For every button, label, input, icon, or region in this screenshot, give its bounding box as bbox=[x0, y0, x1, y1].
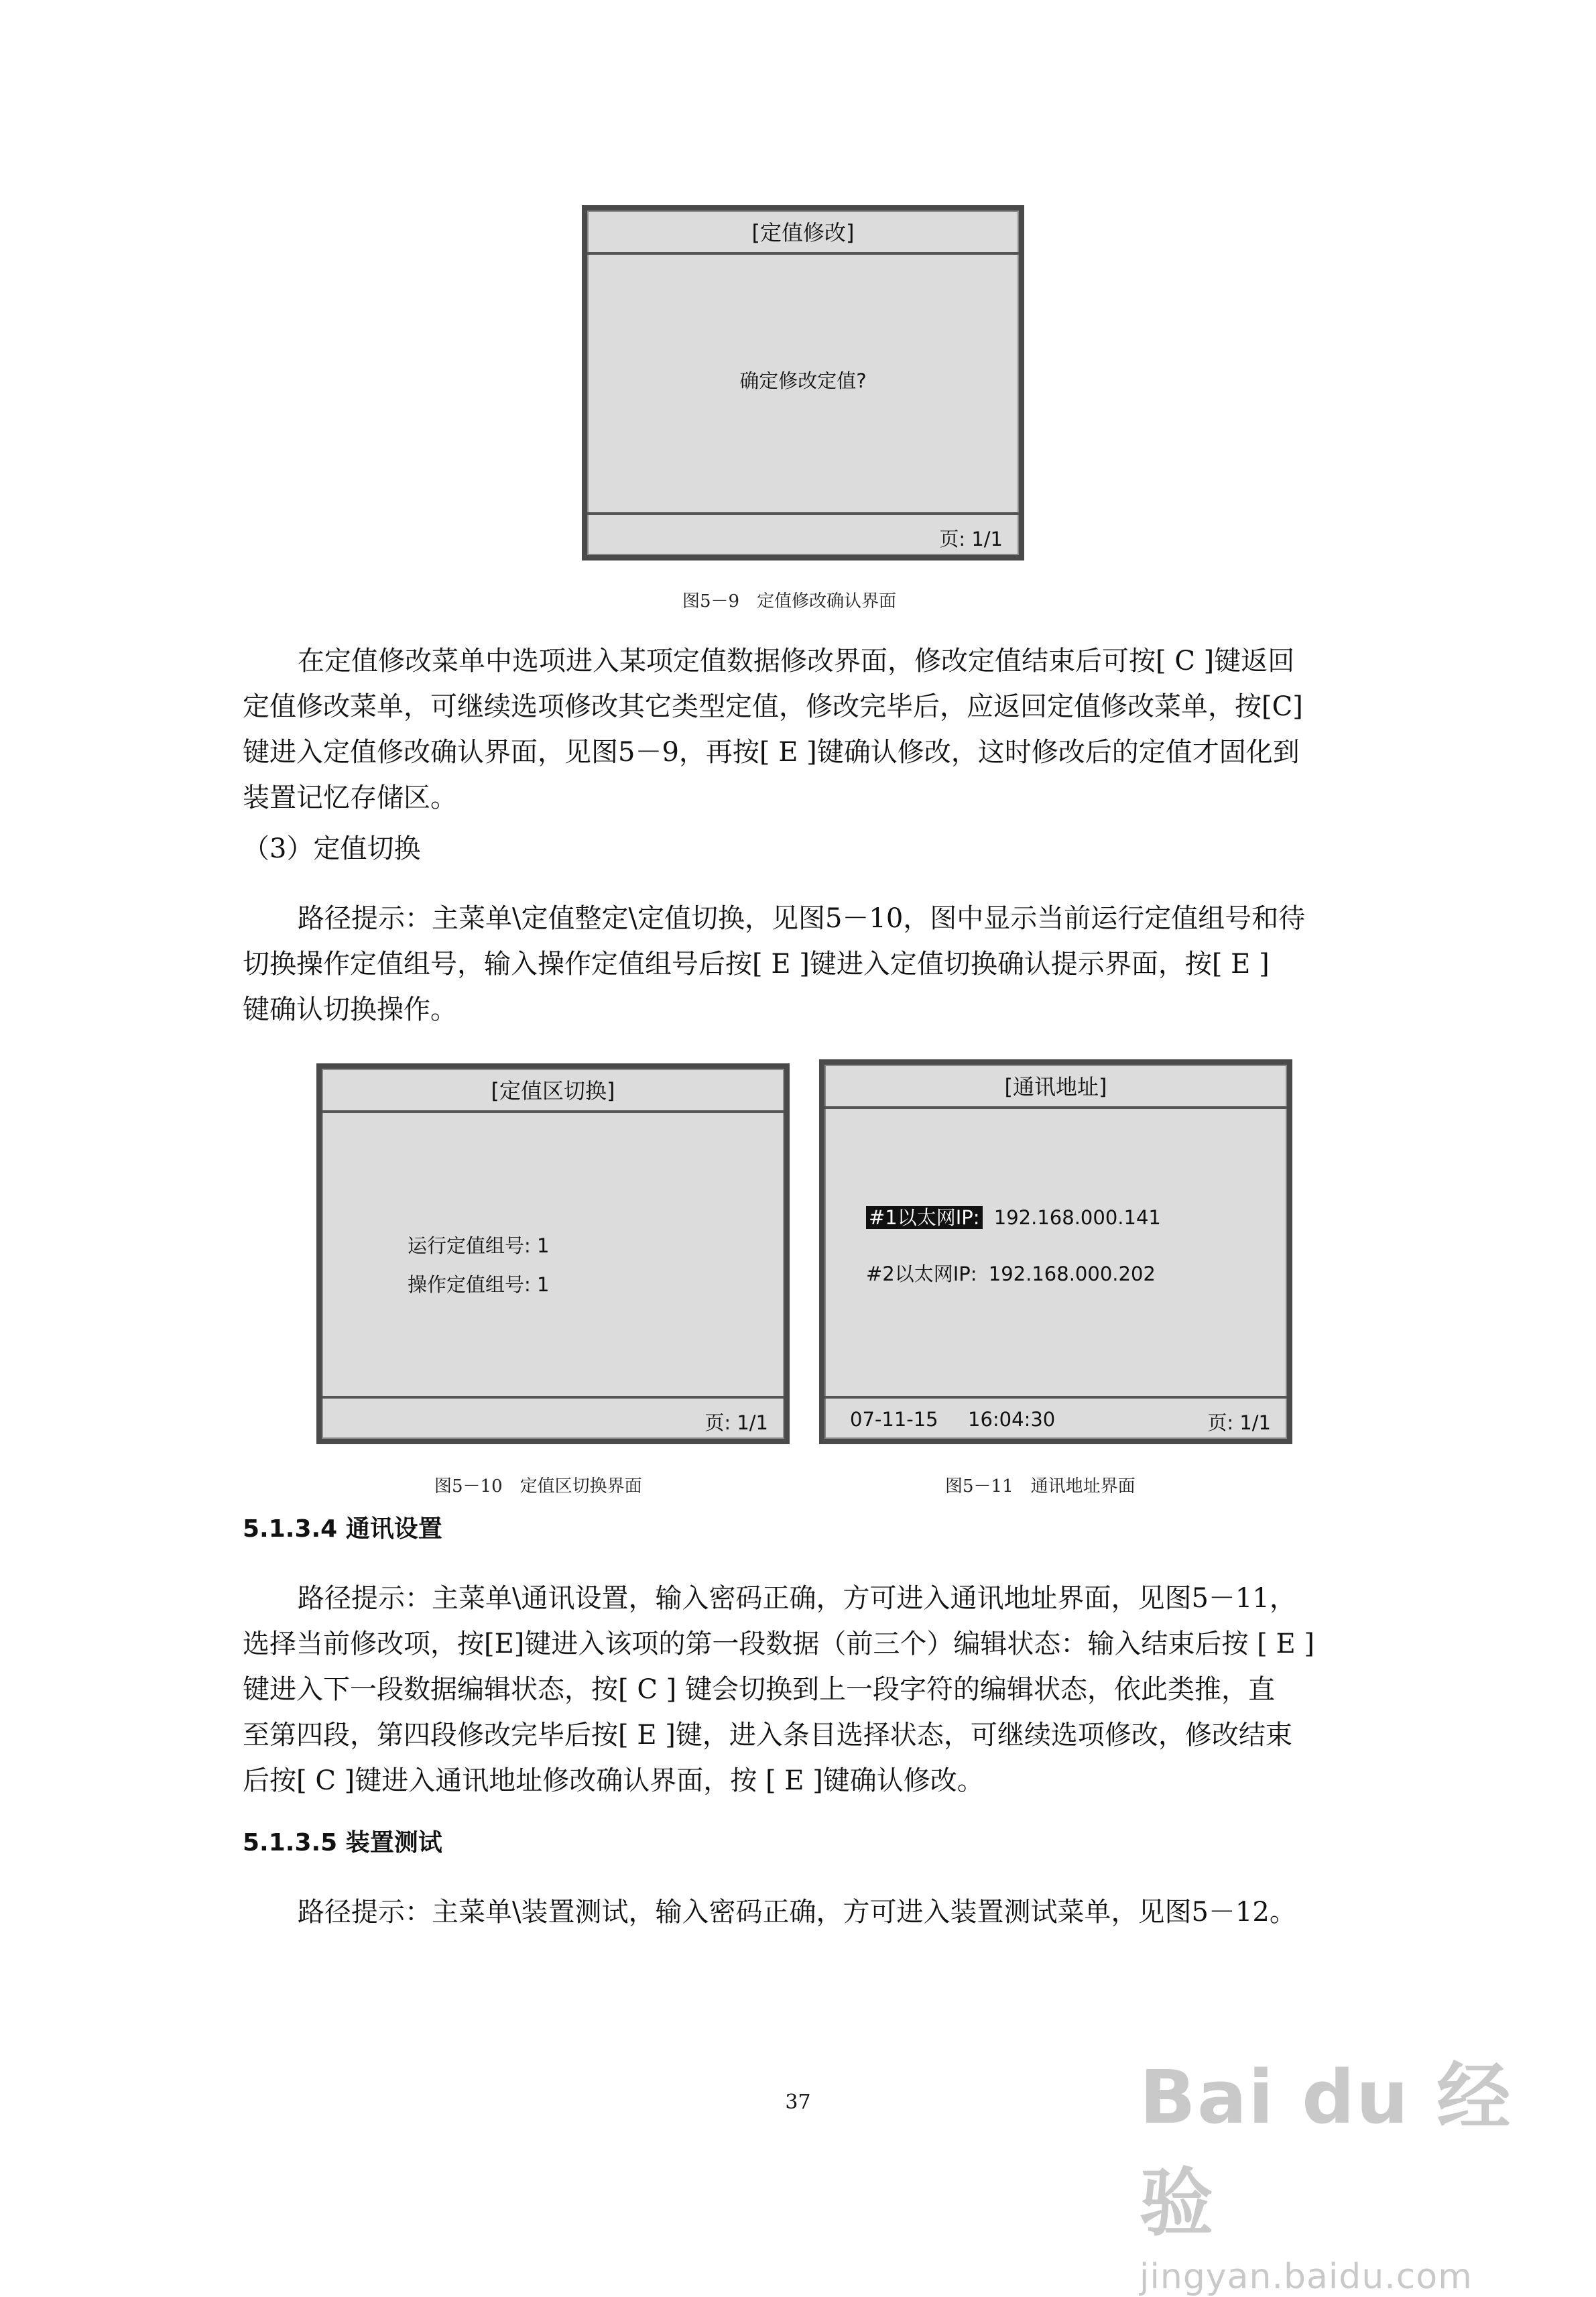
text-line: 切换操作定值组号，输入操作定值组号后按[ E ]键进入定值切换确认提示界面，按[ E ] bbox=[243, 949, 1270, 980]
ethernet-ip-2 bbox=[866, 1259, 1156, 1287]
page-number: 37 bbox=[785, 2090, 811, 2114]
lcd-screen-setting-zone-switch bbox=[316, 1063, 790, 1444]
text-line: 定值修改菜单，可继续选项修改其它类型定值，修改完毕后，应返回定值修改菜单，按[C] bbox=[243, 691, 1303, 722]
footer-time: 16:04:30 bbox=[968, 1408, 1056, 1431]
text-line: 至第四段，第四段修改完毕后按[ E ]键，进入条目选择状态，可继续选项修改，修改结束 bbox=[243, 1720, 1292, 1751]
page-indicator: 页: 1/1 bbox=[704, 1411, 768, 1434]
figure-caption-5-9: 图5－9 定值修改确认界面 bbox=[682, 591, 897, 611]
text-line: 在定值修改菜单中选项进入某项定值数据修改界面，修改定值结束后可按[ C ]键返回 bbox=[298, 646, 1295, 676]
baidu-jingyan-watermark bbox=[1140, 2038, 1515, 2297]
text-line: 后按[ C ]键进入通讯地址修改确认界面，按 [ E ]键确认修改。 bbox=[243, 1765, 984, 1796]
text-line: 选择当前修改项，按[E]键进入该项的第一段数据（前三个）编辑状态：输入结束后按 [ E ] bbox=[243, 1629, 1314, 1659]
text-line: 键确认切换操作。 bbox=[243, 994, 457, 1025]
running-group-number: 运行定值组号: 1 bbox=[408, 1234, 550, 1257]
ethernet-ip-1 bbox=[866, 1203, 1161, 1230]
screen-title: [定值区切换] bbox=[322, 1069, 784, 1113]
baidu-logo: Bai du 经验 bbox=[1140, 2054, 1512, 2246]
screen-title: [通讯地址] bbox=[824, 1065, 1287, 1109]
paragraph-comm-settings bbox=[243, 1576, 1355, 1804]
operating-group-number: 操作定值组号: 1 bbox=[408, 1273, 550, 1296]
lcd-screen-setting-modify bbox=[582, 205, 1024, 561]
ethernet-ip-1-value: 192.168.000.141 bbox=[993, 1206, 1161, 1229]
text-line: 路径提示：主菜单\通讯设置，输入密码正确，方可进入通讯地址界面，见图5－11， bbox=[298, 1583, 1296, 1614]
text-line: 键进入下一段数据编辑状态，按[ C ] 键会切换到上一段字符的编辑状态，依此类推，直 bbox=[243, 1674, 1275, 1705]
section-heading-device-test: 5.1.3.5 装置测试 bbox=[243, 1829, 442, 1857]
paragraph-device-test bbox=[243, 1889, 1355, 1935]
screen-footer bbox=[322, 1396, 784, 1439]
ethernet-ip-1-label[interactable]: #1以太网IP: bbox=[866, 1206, 983, 1229]
page-indicator: 页: 1/1 bbox=[939, 528, 1003, 550]
section-heading-comm-settings: 5.1.3.4 通讯设置 bbox=[243, 1515, 442, 1543]
figure-caption-5-10: 图5－10 定值区切换界面 bbox=[434, 1476, 642, 1496]
screen-footer bbox=[824, 1396, 1287, 1439]
page-indicator: 页: 1/1 bbox=[1207, 1411, 1271, 1434]
figure-caption-5-11: 图5－11 通讯地址界面 bbox=[945, 1476, 1135, 1496]
text-line: 路径提示：主菜单\装置测试，输入密码正确，方可进入装置测试菜单，见图5－12。 bbox=[298, 1897, 1296, 1928]
confirm-message: 确定修改定值? bbox=[739, 369, 867, 392]
ethernet-ip-2-value: 192.168.000.202 bbox=[988, 1262, 1156, 1285]
text-line: 路径提示：主菜单\定值整定\定值切换，见图5－10，图中显示当前运行定值组号和待 bbox=[298, 903, 1306, 934]
ethernet-ip-2-label[interactable]: #2以太网IP: bbox=[866, 1262, 977, 1285]
paragraph-setting-modify bbox=[243, 638, 1355, 821]
footer-date: 07-11-15 bbox=[850, 1408, 938, 1431]
subsection-title: （3）定值切换 bbox=[243, 833, 421, 864]
screen-footer bbox=[587, 512, 1019, 555]
text-line: 装置记忆存储区。 bbox=[243, 782, 457, 813]
watermark-url: jingyan.baidu.com bbox=[1140, 2257, 1473, 2297]
paragraph-setting-switch bbox=[243, 896, 1355, 1033]
text-line: 键进入定值修改确认界面，见图5－9，再按[ E ]键确认修改，这时修改后的定值才固化到 bbox=[243, 737, 1300, 768]
screen-title: [定值修改] bbox=[587, 211, 1019, 255]
lcd-screen-comm-address bbox=[819, 1059, 1292, 1444]
